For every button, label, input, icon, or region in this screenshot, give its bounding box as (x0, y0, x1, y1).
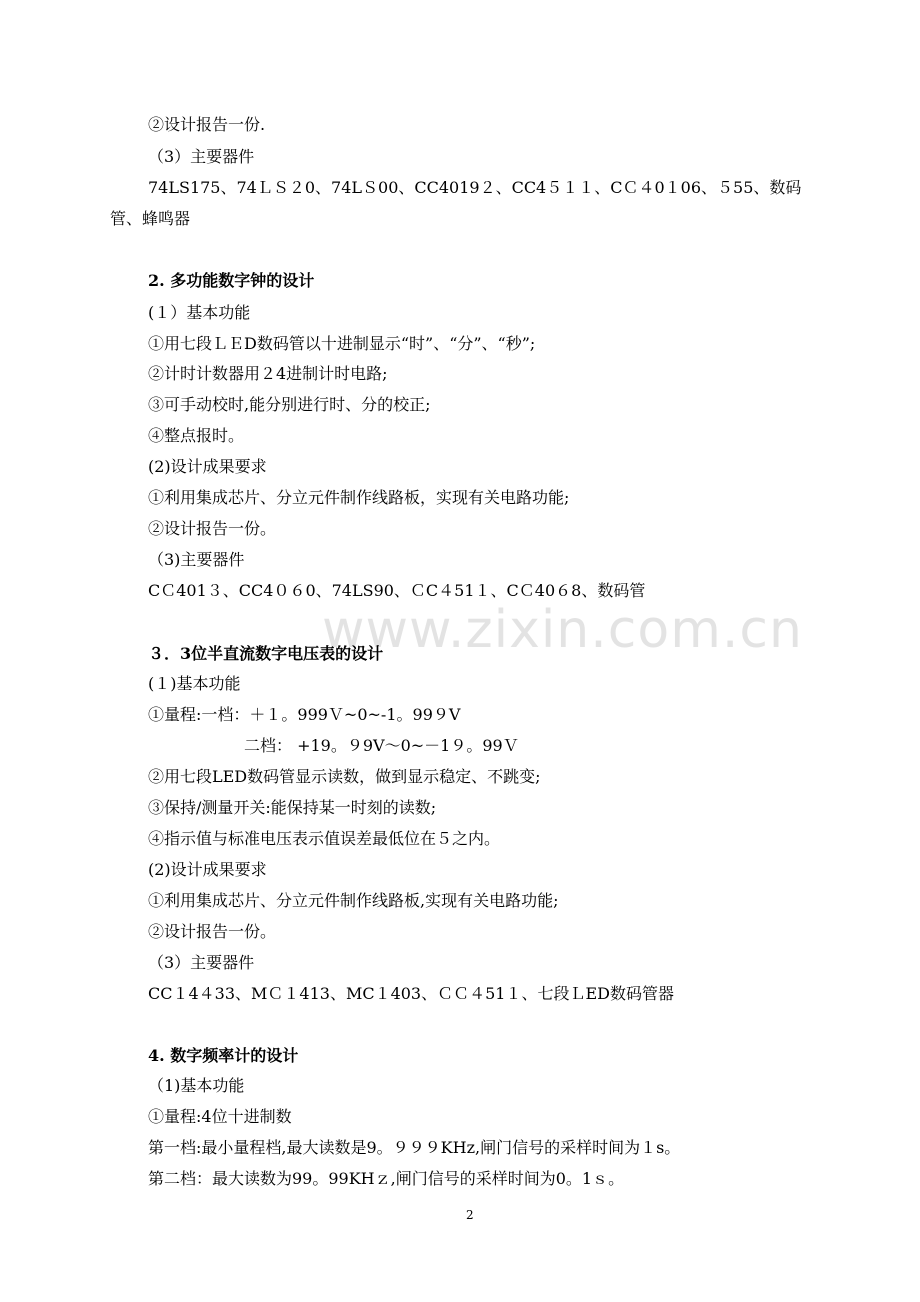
page-number: 2 (466, 1208, 474, 1222)
text-line: ②设计报告一份。 (148, 922, 277, 941)
text-line: CＣ401３、CC4０６0、74LS90、ＣC４51１、CＣ40６8、数码管 (148, 581, 646, 600)
watermark: www.zixin.com.cn (322, 600, 803, 660)
section-heading: 2. 多功能数字钟的设计 (148, 271, 315, 290)
text-line: CC１4４33、MＣ１413、MC１403、ＣＣ４51１、七段ＬED数码管器 (148, 984, 674, 1003)
text-line: ④指示值与标准电压表示值误差最低位在５之内。 (148, 829, 501, 848)
text-line: ②设计报告一份. (148, 115, 266, 134)
text-line: ②用七段LED数码管显示读数，做到显示稳定、不跳变; (148, 767, 541, 786)
text-line: （3)主要器件 (148, 550, 245, 569)
text-line: (2)设计成果要求 (148, 860, 267, 879)
text-line: 第一档:最小量程档,最大读数是9。９９９KHz,闸门信号的采样时间为１s。 (148, 1138, 681, 1157)
text-line: (１）基本功能 (148, 303, 251, 322)
section-heading: ３．3位半直流数字电压表的设计 (148, 644, 384, 663)
text-line: ④整点报时。 (148, 426, 245, 445)
text-line: （1)基本功能 (148, 1076, 245, 1095)
text-line: ③保持/测量开关:能保持某一时刻的读数; (148, 798, 437, 817)
text-line: ①用七段ＬＥD数码管以十进制显示“时”、“分”、“秒”; (148, 334, 536, 353)
text-line: ①量程:一档：＋１。999Ｖ~0~-1。99９V (148, 705, 461, 724)
text-line: ③可手动校时,能分别进行时、分的校正; (148, 395, 431, 414)
text-line: (2)设计成果要求 (148, 457, 267, 476)
text-line: （3）主要器件 (148, 953, 255, 972)
text-line: （3）主要器件 (148, 147, 255, 166)
text-line: ①利用集成芯片、分立元件制作线路板，实现有关电路功能; (148, 488, 570, 507)
section-heading: 4. 数字频率计的设计 (148, 1046, 299, 1065)
text-line: ②计时计数器用２4进制计时电路; (148, 364, 388, 383)
text-line: ①利用集成芯片、分立元件制作线路板,实现有关电路功能; (148, 891, 559, 910)
text-line: ②设计报告一份。 (148, 519, 277, 538)
text-line: (１)基本功能 (148, 674, 241, 693)
text-line: 二档： +19。９9V～0~－1９。99Ｖ (244, 736, 519, 755)
text-line: ①量程:4位十进制数 (148, 1107, 292, 1126)
text-line: 第二档：最大读数为99。99KHｚ,闸门信号的采样时间为0。1ｓ。 (148, 1169, 625, 1188)
text-line: 74LS175、74ＬＳ２0、74LＳ00、CC4019２、CC4５１１、CＣ４0１06、５55、数码 (148, 178, 802, 197)
text-line: 管、蜂鸣器 (110, 209, 191, 228)
